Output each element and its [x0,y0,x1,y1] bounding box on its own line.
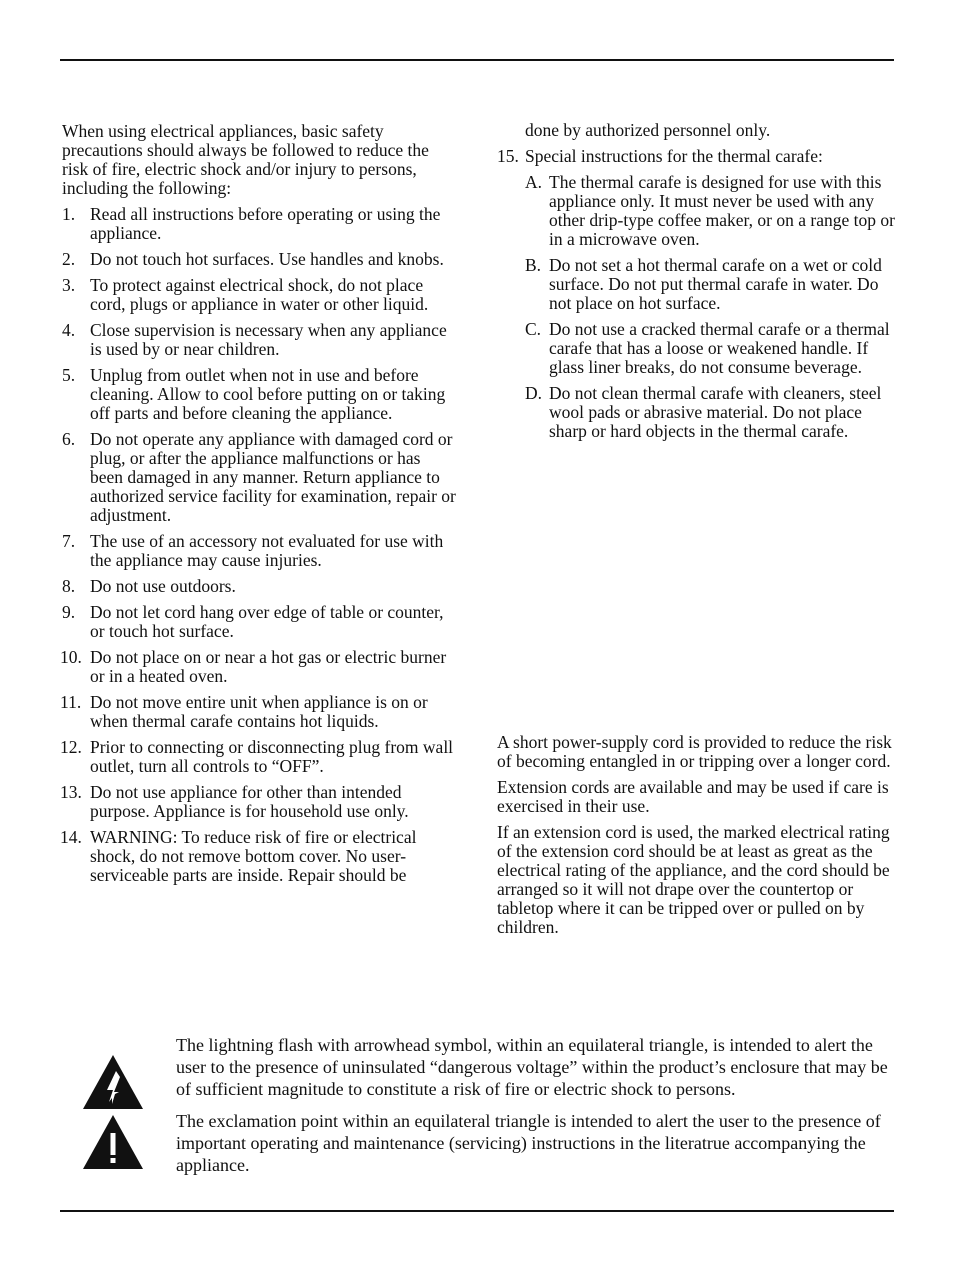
list-item: 7. The use of an accessory not evaluated for use with the appliance may cause injuries. [62,531,444,570]
symbol-row-lightning [60,1034,894,1100]
safeguards-list [62,205,457,885]
intro-paragraph: When using electrical appliances, basic safety precautions should always be followed to reduce the risk of fire, electric shock and/or injury to persons, including the following: [62,121,429,198]
list-item: 6. Do not operate any appliance with damaged cord or plug, or after the appliance malfunctions or has been damaged in any manner. Return appliance to authorized service facility for examination, repair or adjustment. [62,429,456,525]
lightning-warning-icon [82,1054,144,1110]
symbol-text: The exclamation point within an equilateral triangle is intended to alert the user to the presence of important operating and maintenance (servicing) instructions in the literatrue accompanying the appliance. [176,1111,881,1175]
list-item: 11. Do not move entire unit when appliance is on or when thermal carafe contains hot liquids. [60,692,428,731]
carafe-instruction-b: B. Do not set a hot thermal carafe on a wet or cold surface. Do not put thermal carafe in water. Do not place on hot surface. [525,255,882,313]
list-item-15: 15. Special instructions for the thermal carafe: [497,146,823,166]
safeguards-column [62,122,457,892]
list-item: 13. Do not use appliance for other than intended purpose. Appliance is for household use only. [60,782,409,821]
list-item: 1. Read all instructions before operating or using the appliance. [62,204,441,243]
list-item: 2. Do not touch hot surfaces. Use handles and knobs. [62,249,444,269]
list-item: 9. Do not let cord hang over edge of table or counter, or touch hot surface. [62,602,444,641]
list-item: 5. Unplug from outlet when not in use and before cleaning. Allow to cool before putting on or taking off parts and before cleaning the appliance. [62,365,446,423]
list-item: 10. Do not place on or near a hot gas or electric burner or in a heated oven. [60,647,447,686]
cord-paragraph: Extension cords are available and may be used if care is exercised in their use. [497,777,889,816]
item-14-continuation: done by authorized personnel only. [525,120,771,140]
symbol-text: The lightning flash with arrowhead symbol, within an equilateral triangle, is intended to alert the user to the presence of uninsulated “dangerous voltage” within the product’s enclosure that may be of sufficient magnitude to constitute a risk of fire or electric shock to persons. [176,1035,888,1099]
carafe-instruction-d: D. Do not clean thermal carafe with cleaners, steel wool pads or abrasive material. Do not place sharp or hard objects in the thermal carafe. [525,383,882,441]
carafe-instruction-c: C. Do not use a cracked thermal carafe or a thermal carafe that has a loose or weakened handle. If glass liner breaks, do not consume beverage. [525,319,890,377]
list-item: 3. To protect against electrical shock, do not place cord, plugs or appliance in water or other liquid. [62,275,429,314]
list-item: 12. Prior to connecting or disconnecting plug from wall outlet, turn all controls to “OFF”. [60,737,454,776]
list-item: 8. Do not use outdoors. [62,576,236,596]
carafe-instruction-a: A. The thermal carafe is designed for use with this appliance only. It must never be used with any other drip-type coffee maker, or on a range top or in a microwave oven. [525,172,895,249]
cord-paragraph: A short power-supply cord is provided to reduce the risk of becoming entangled in or tripping over a longer cord. [497,732,892,771]
list-item: 4. Close supervision is necessary when any appliance is used by or near children. [62,320,447,359]
cord-column [497,733,897,944]
list-item: 14. WARNING: To reduce risk of fire or electrical shock, do not remove bottom cover. No user-serviceable parts are inside. Repair should be [60,827,417,885]
symbol-row-exclamation [60,1110,894,1176]
symbols-section [60,1034,894,1186]
cord-paragraph: If an extension cord is used, the marked electrical rating of the extension cord should be at least as great as the electrical rating of the appliance, and the cord should be arranged so it will not drape over the countertop or tabletop where it can be tripped over or pulled on by children. [497,822,890,937]
carafe-column [497,121,897,448]
top-rule [60,59,894,61]
exclamation-warning-icon [82,1114,144,1170]
bottom-rule [60,1210,894,1212]
